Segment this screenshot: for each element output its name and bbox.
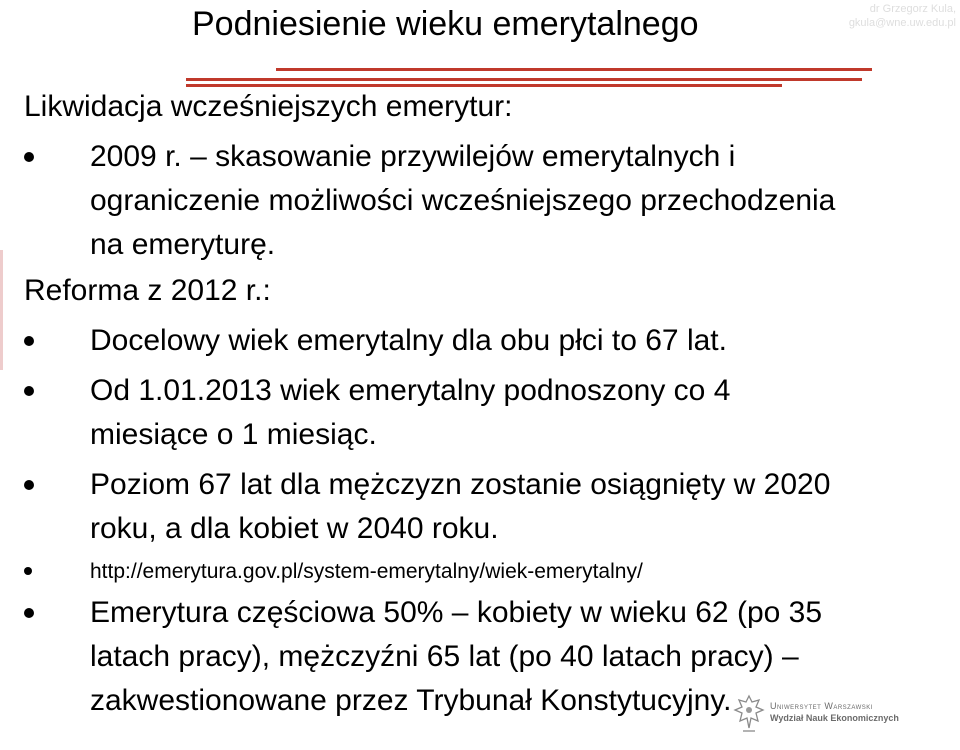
bullet-line: ograniczenie możliwości wcześniejszego przechodzenia <box>90 184 836 217</box>
logo-university: Uniwersytet Warszawski <box>770 701 873 711</box>
bullet-dot-icon <box>24 152 34 162</box>
bullet-line: miesiące o 1 miesiąc. <box>90 418 377 451</box>
bullet-item <box>24 135 944 267</box>
author-info <box>849 2 956 30</box>
bullet-dot-icon <box>24 336 34 346</box>
bullet-line: Poziom 67 lat dla mężczyzn zostanie osiągnięty w 2020 <box>90 468 831 501</box>
section-heading-early-retirement: Likwidacja wcześniejszych emerytur: <box>24 90 513 123</box>
bullet-dot-icon <box>24 386 34 396</box>
section-heading-reform-2012: Reforma z 2012 r.: <box>24 274 271 307</box>
slide-content <box>24 85 944 723</box>
title-underline-middle <box>186 78 862 81</box>
bullet-line: 2009 r. – skasowanie przywilejów emerytalnych i <box>90 140 736 173</box>
bullet-line: zakwestionowane przez Trybunał Konstytucyjny. <box>90 684 732 717</box>
bullet-dot-icon <box>24 567 32 575</box>
logo-department: Wydział Nauk Ekonomicznych <box>770 713 899 723</box>
bullet-dot-icon <box>24 480 34 490</box>
bullet-item-link <box>24 557 944 587</box>
bullet-line: na emeryturę. <box>90 228 276 261</box>
left-edge-accent <box>0 250 3 370</box>
bullet-line: Emerytura częściowa 50% – kobiety w wieku 62 (po 35 <box>90 596 823 629</box>
author-email: gkula@wne.uw.edu.pl <box>848 17 956 29</box>
eagle-emblem-icon <box>732 694 766 734</box>
author-name: dr Grzegorz Kula, <box>869 3 956 15</box>
bullet-item <box>24 369 944 457</box>
bullet-item <box>24 319 944 363</box>
bullet-line: Od 1.01.2013 wiek emerytalny podnoszony co 4 <box>90 374 731 407</box>
bullet-item <box>24 463 944 551</box>
logo-text <box>770 700 899 724</box>
bullet-line: roku, a dla kobiet w 2040 roku. <box>90 512 499 545</box>
bullet-line: latach pracy), mężczyźni 65 lat (po 40 latach pracy) – <box>90 640 799 673</box>
slide-title: Podniesienie wieku emerytalnego <box>192 5 699 43</box>
bullet-line: Docelowy wiek emerytalny dla obu płci to 67 lat. <box>90 324 727 357</box>
university-logo <box>732 690 960 750</box>
title-underline-top <box>276 68 872 71</box>
bullet-dot-icon <box>24 608 34 618</box>
source-link[interactable]: http://emerytura.gov.pl/system-emerytalny/wiek-emerytalny/ <box>90 560 643 583</box>
